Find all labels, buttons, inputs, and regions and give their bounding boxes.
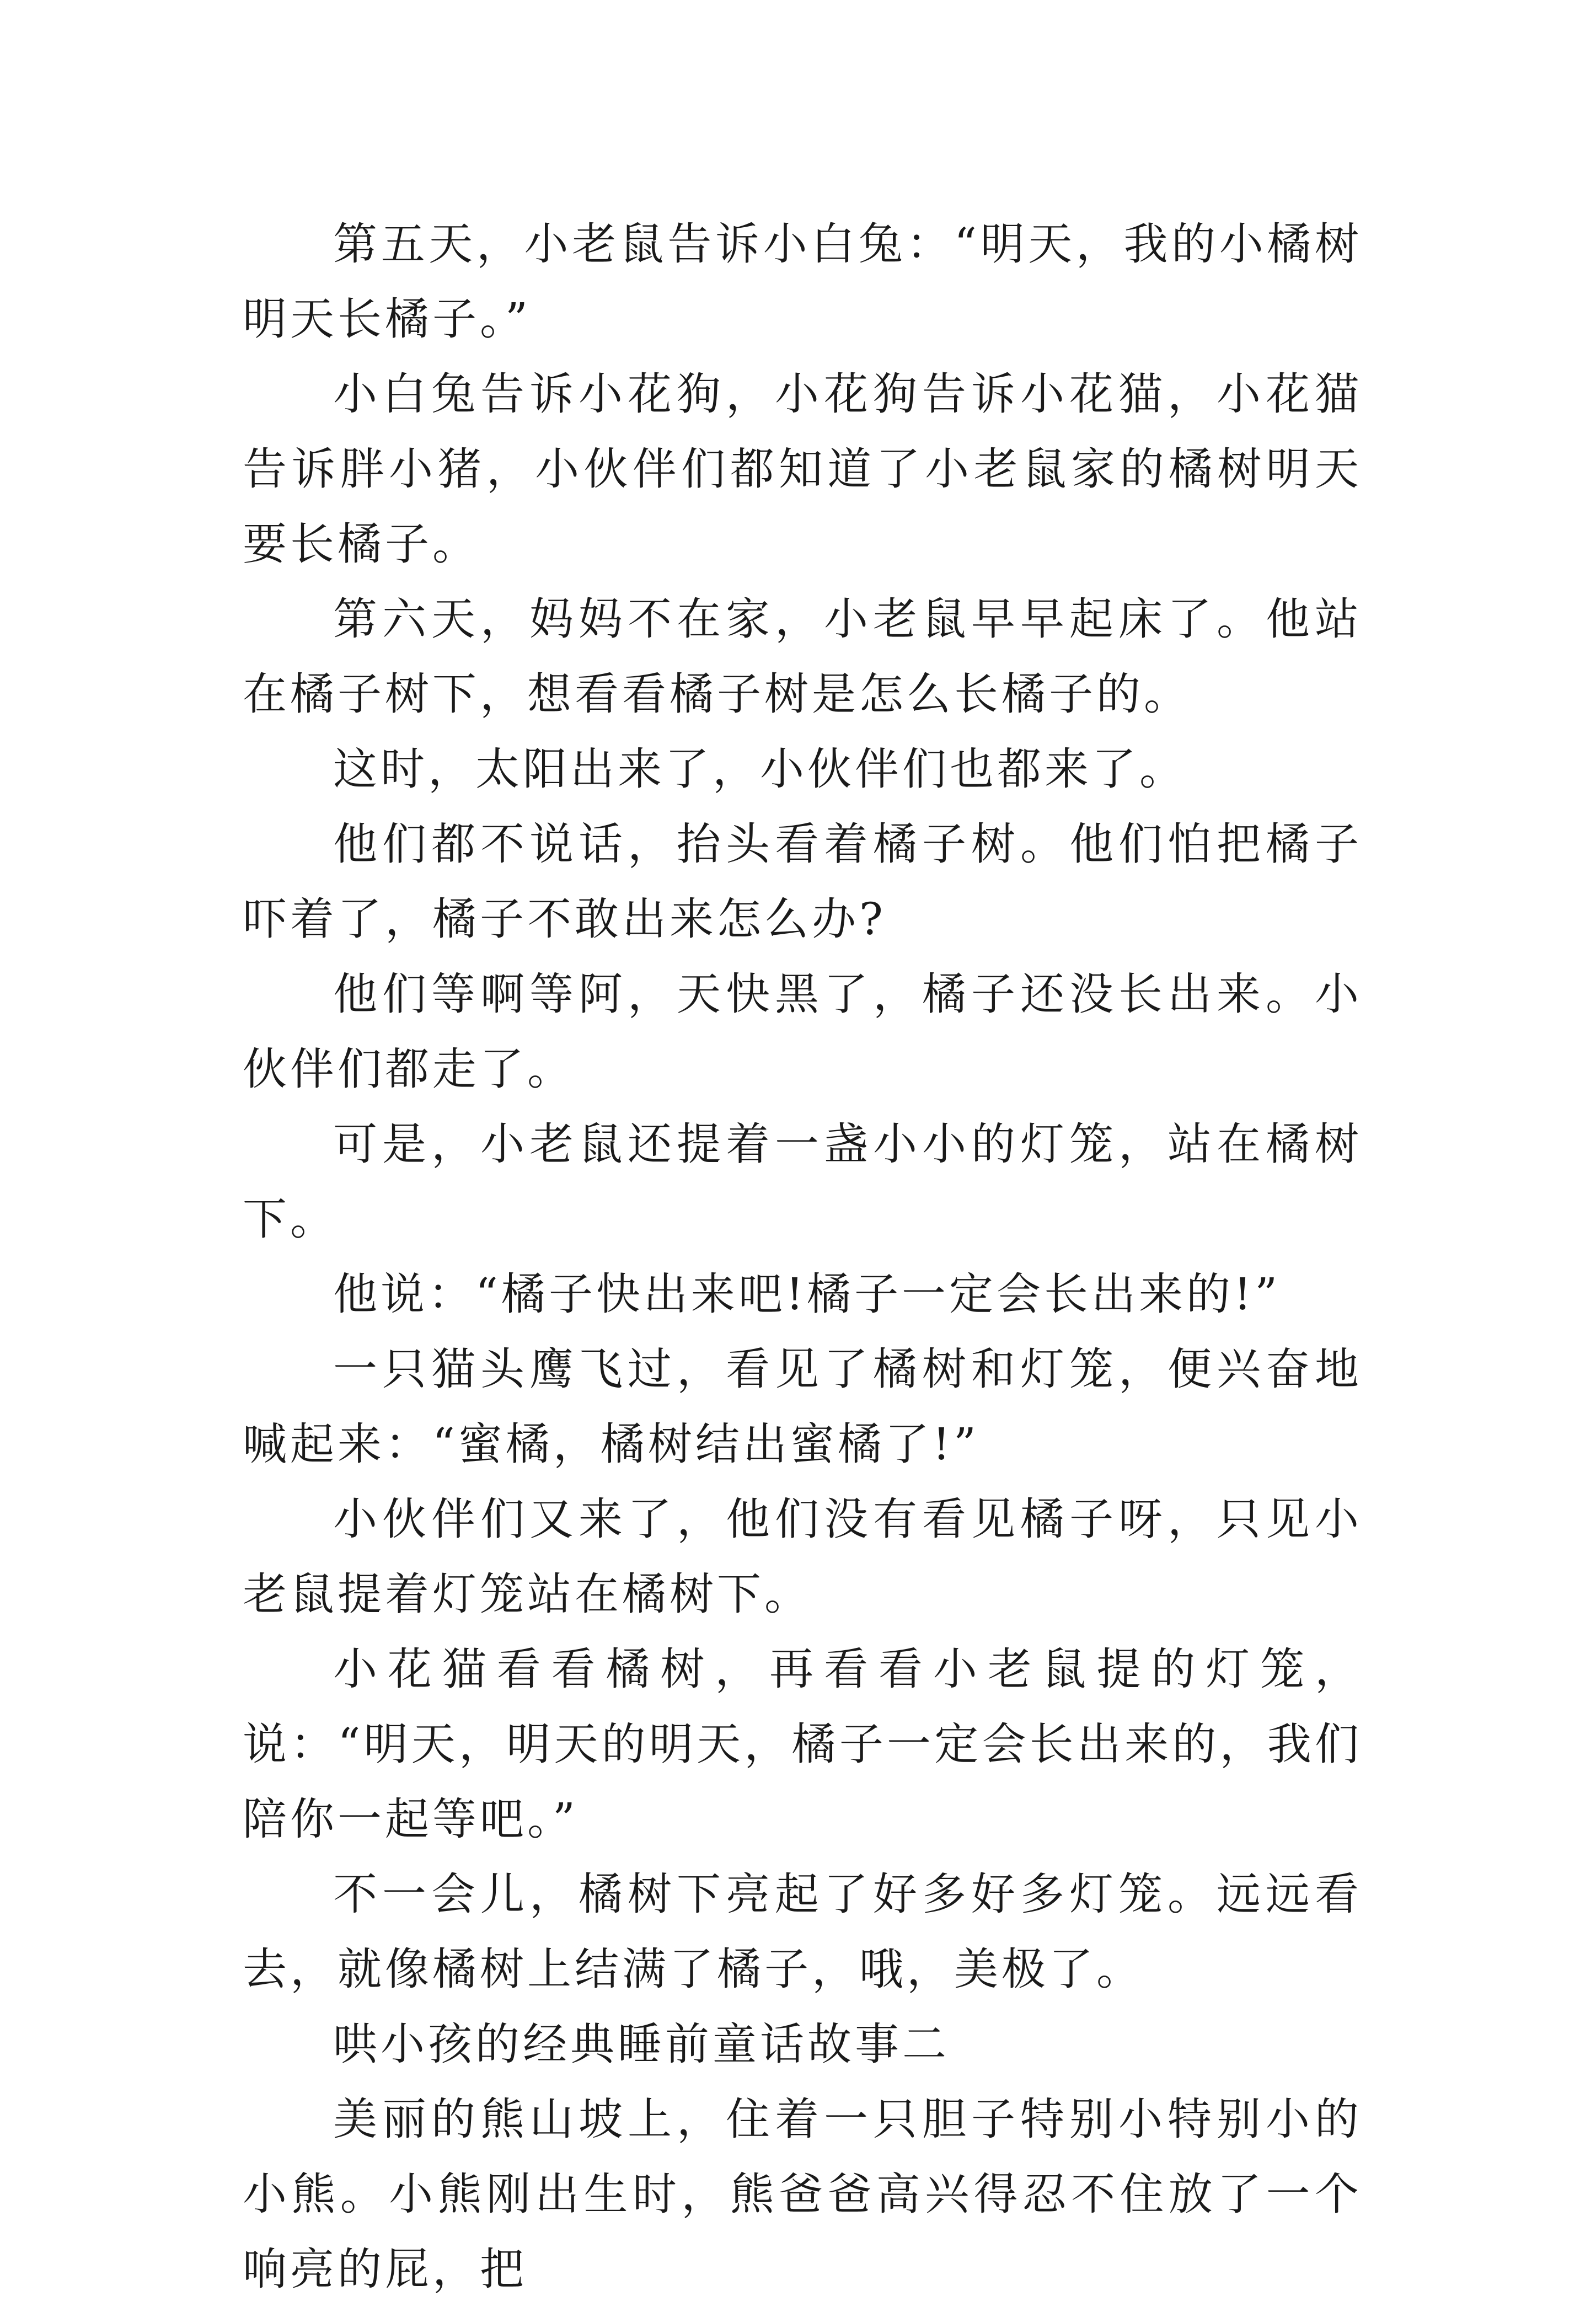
paragraph: 他说：“橘子快出来吧!橘子一定会长出来的!” <box>333 1268 1281 1320</box>
paragraph: 可是，小老鼠还提着一盏小小的灯笼，站在橘树下。 <box>243 1118 1362 1245</box>
paragraph: 美丽的熊山坡上，住着一只胆子特别小特别小的小熊。小熊刚出生时，熊爸爸高兴得忍不住放了一个响亮的屁，把 <box>243 2094 1362 2295</box>
paragraph: 小伙伴们又来了，他们没有看见橘子呀，只见小老鼠提着灯笼站在橘树下。 <box>243 1494 1362 1620</box>
paragraph: 不一会儿，橘树下亮起了好多好多灯笼。远远看去，就像橘树上结满了橘子，哦，美极了。 <box>243 1869 1362 1995</box>
paragraph: 第五天，小老鼠告诉小白兔：“明天，我的小橘树明天长橘子。” <box>243 218 1362 345</box>
paragraph: 这时，太阳出来了，小伙伴们也都来了。 <box>333 743 1187 795</box>
document-body <box>243 207 1362 2307</box>
paragraph: 他们都不说话，抬头看着橘子树。他们怕把橘子吓着了，橘子不敢出来怎么办? <box>243 818 1362 945</box>
paragraph: 小白兔告诉小花狗，小花狗告诉小花猫，小花猫告诉胖小猪，小伙伴们都知道了小老鼠家的橘树明天要长橘子。 <box>243 368 1362 570</box>
paragraph: 他们等啊等阿，天快黑了，橘子还没长出来。小伙伴们都走了。 <box>243 968 1362 1095</box>
paragraph: 第六天，妈妈不在家，小老鼠早早起床了。他站在橘子树下，想看看橘子树是怎么长橘子的。 <box>243 593 1362 720</box>
paragraph: 一只猫头鹰飞过，看见了橘树和灯笼，便兴奋地喊起来：“蜜橘，橘树结出蜜橘了!” <box>243 1343 1362 1470</box>
paragraph: 小花猫看看橘树，再看看小老鼠提的灯笼，说：“明天，明天的明天，橘子一定会长出来的，我们陪你一起等吧。” <box>243 1644 1362 1845</box>
section-heading: 哄小孩的经典睡前童话故事二 <box>333 2019 950 2070</box>
